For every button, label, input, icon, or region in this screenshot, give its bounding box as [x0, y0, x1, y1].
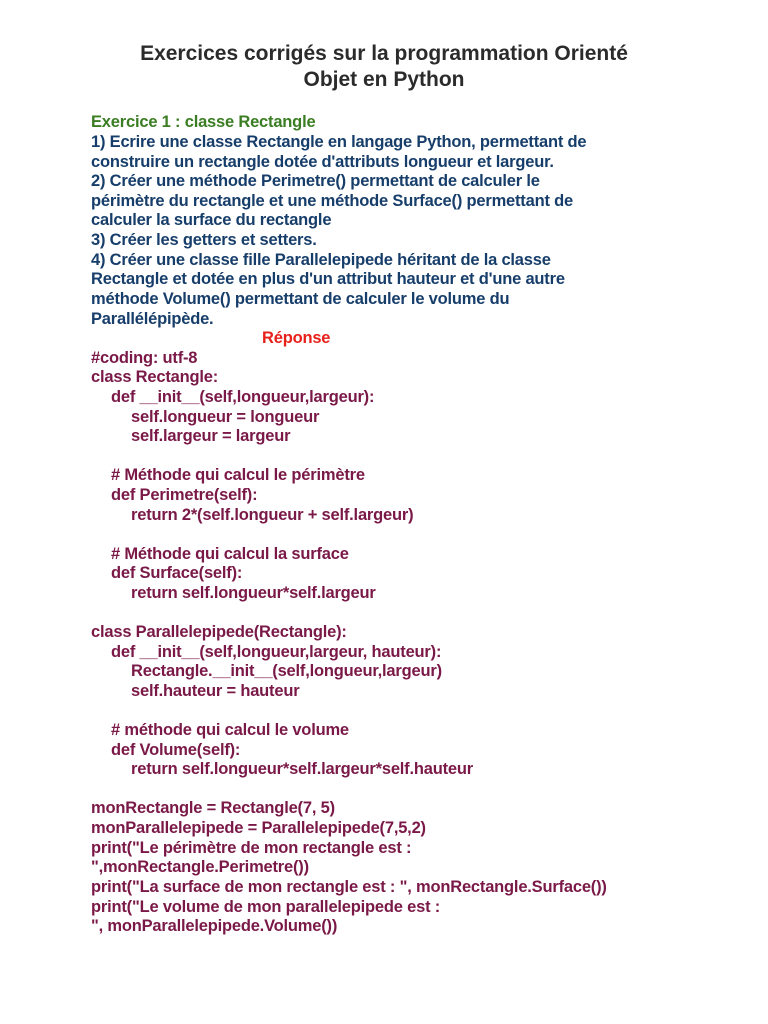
instruction-line: calculer la surface du rectangle [91, 211, 332, 229]
code-line: def Surface(self): [111, 564, 243, 582]
instruction-line: 2) Créer une méthode Perimetre() permettant de calculer le [91, 172, 540, 190]
code-line: self.longueur = longueur [131, 408, 320, 426]
instruction-line: construire un rectangle dotée d'attributs longueur et largeur. [91, 153, 554, 171]
code-line: return 2*(self.longueur + self.largeur) [131, 506, 414, 524]
code-line: def __init__(self,longueur,largeur): [111, 388, 375, 406]
code-line: # méthode qui calcul le volume [111, 721, 349, 739]
code-line: monParallelepipede = Parallelepipede(7,5,2) [91, 819, 426, 837]
instruction-line: méthode Volume() permettant de calculer le volume du [91, 290, 510, 308]
code-line: class Parallelepipede(Rectangle): [91, 623, 347, 641]
document-title-line-1: Exercices corrigés sur la programmation Orienté [140, 42, 628, 65]
instruction-line: Parallélépipède. [91, 310, 214, 328]
instruction-line: périmètre du rectangle et une méthode Surface() permettant de [91, 192, 573, 210]
code-line: print("Le périmètre de mon rectangle est : [91, 839, 412, 857]
instruction-line: Rectangle et dotée en plus d'un attribut hauteur et d'une autre [91, 270, 565, 288]
code-line: def __init__(self,longueur,largeur, hauteur): [111, 643, 442, 661]
code-line: class Rectangle: [91, 368, 219, 386]
code-line: #coding: utf-8 [91, 349, 198, 367]
instruction-line: 1) Ecrire une classe Rectangle en langage Python, permettant de [91, 133, 587, 151]
code-line: return self.longueur*self.largeur [131, 584, 376, 602]
instruction-line: 3) Créer les getters et setters. [91, 231, 317, 249]
code-line: self.largeur = largeur [131, 427, 291, 445]
response-heading: Réponse [262, 329, 331, 347]
code-line: def Volume(self): [111, 741, 241, 759]
document-title-line-2: Objet en Python [303, 68, 465, 91]
code-line: # Méthode qui calcul le périmètre [111, 466, 365, 484]
instruction-line: 4) Créer une classe fille Parallelepipede héritant de la classe [91, 251, 551, 269]
code-line: self.hauteur = hauteur [131, 682, 300, 700]
code-line: return self.longueur*self.largeur*self.hauteur [131, 760, 473, 778]
code-line: print("Le volume de mon parallelepipede est : [91, 898, 441, 916]
exercise-heading: Exercice 1 : classe Rectangle [91, 113, 316, 131]
code-line: # Méthode qui calcul la surface [111, 545, 349, 563]
code-line: ",monRectangle.Perimetre()) [91, 858, 309, 876]
code-line: def Perimetre(self): [111, 486, 258, 504]
code-line: monRectangle = Rectangle(7, 5) [91, 799, 335, 817]
code-line: print("La surface de mon rectangle est : ", monRectangle.Surface()) [91, 878, 607, 896]
code-line: Rectangle.__init__(self,longueur,largeur) [131, 662, 442, 680]
code-line: ", monParallelepipede.Volume()) [91, 917, 338, 935]
